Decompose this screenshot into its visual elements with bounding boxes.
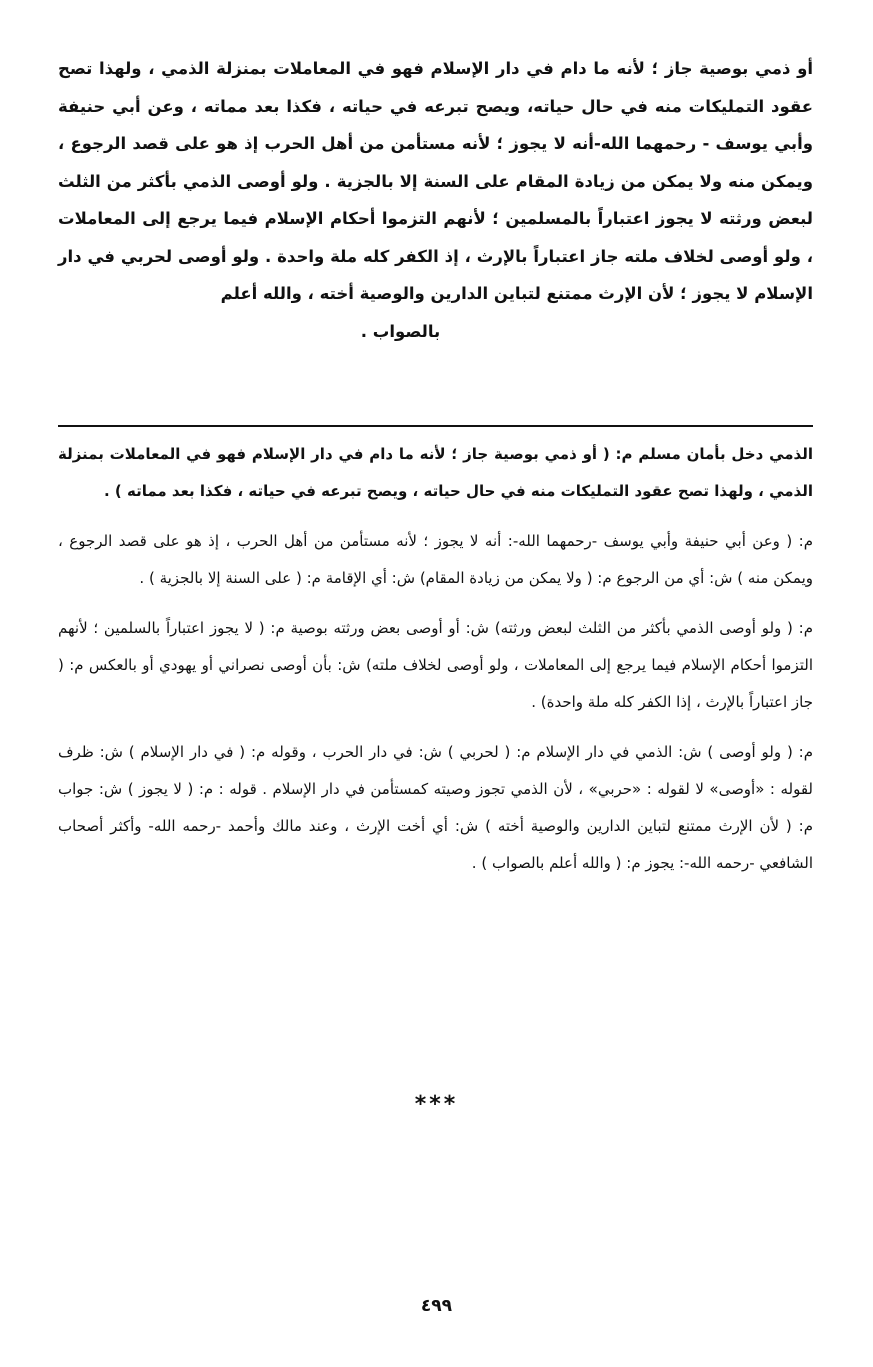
commentary-paragraph: م: ( ولو أوصى الذمي بأكثر من الثلث لبعض ورثته) ش: أو أوصى بعض ورثته بوصية م: ( لا يجوز اعتباراً بالسلمين ؛ لأنهم التزموا أحكام الإسلام فيما يرجع إلى المعاملات ، ولو أوصى لخلاف ملته) ش: بأن أوصى نصراني أو يهودي أو بالعكس م: ( جاز اعتباراً بالإرث ، إذا الكفر كله ملة واحدة) . — [58, 619, 813, 711]
section-divider — [58, 425, 813, 427]
commentary-block — [58, 436, 813, 895]
main-closing-line: بالصواب . — [360, 321, 441, 341]
commentary-paragraph: الذمي دخل بأمان مسلم م: ( أو ذمي بوصية جاز ؛ لأنه ما دام في دار الإسلام فهو في المعاملات بمنزلة الذمي ، ولهذا تصح عقود التمليكات منه في حال حياته ، ويصح تبرعه في حياته ، فكذا بعد مماته ) . — [58, 445, 813, 500]
main-paragraph: أو ذمي بوصية جاز ؛ لأنه ما دام في دار الإسلام فهو في المعاملات بمنزلة الذمي ، ولهذا تصح عقود التمليكات منه في حال حياته، ويصح تبرعه في حياته ، فكذا بعد مماته ، وعن أبي حنيفة وأبي يوسف - رحمهما الله-أنه لا يجوز ؛ لأنه مستأمن من أهل الحرب إذ هو على قصد الرجوع ، ويمكن منه ولا يمكن من زيادة المقام على السنة إلا بالجزية . ولو أوصى الذمي بأكثر من الثلث لبعض ورثته لا يجوز اعتباراً بالمسلمين ؛ لأنهم التزموا أحكام الإسلام فيما يرجع إلى المعاملات ، ولو أوصى لخلاف ملته جاز اعتباراً بالإرث ، إذ الكفر كله ملة واحدة . ولو أوصى لحربي في دار الإسلام لا يجوز ؛ لأن الإرث ممتنع لتباين الدارين والوصية أخته ، والله أعلم — [58, 59, 813, 303]
commentary-paragraph: م: ( وعن أبي حنيفة وأبي يوسف -رحمهما الله-: أنه لا يجوز ؛ لأنه مستأمن من أهل الحرب ، إذ هو على قصد الرجوع ، ويمكن منه ) ش: أي من الرجوع م: ( ولا يمكن من زيادة المقام) ش: أي الإقامة م: ( على السنة إلا بالجزية ) . — [58, 532, 813, 587]
commentary-paragraph: م: ( ولو أوصى ) ش: الذمي في دار الإسلام م: ( لحربي ) ش: في دار الحرب ، وقوله م: ( في دار الإسلام ) ش: ظرف لقوله : «أوصى» لا لقوله : «حربي» ، لأن الذمي تجوز وصيته كمستأمن في دار الإسلام . قوله : م: ( لا يجوز ) ش: جواب م: ( لأن الإرث ممتنع لتباين الدارين والوصية أخته ) ش: أي أخت الإرث ، وعند مالك وأحمد -رحمه الله- وأكثر أصحاب الشافعي -رحمه الله-: يجوز م: ( والله أعلم بالصواب ) . — [58, 743, 813, 872]
main-text-block — [58, 50, 813, 350]
page-number: ٤٩٩ — [420, 1296, 453, 1316]
section-separator-stars: *** — [414, 1092, 459, 1117]
